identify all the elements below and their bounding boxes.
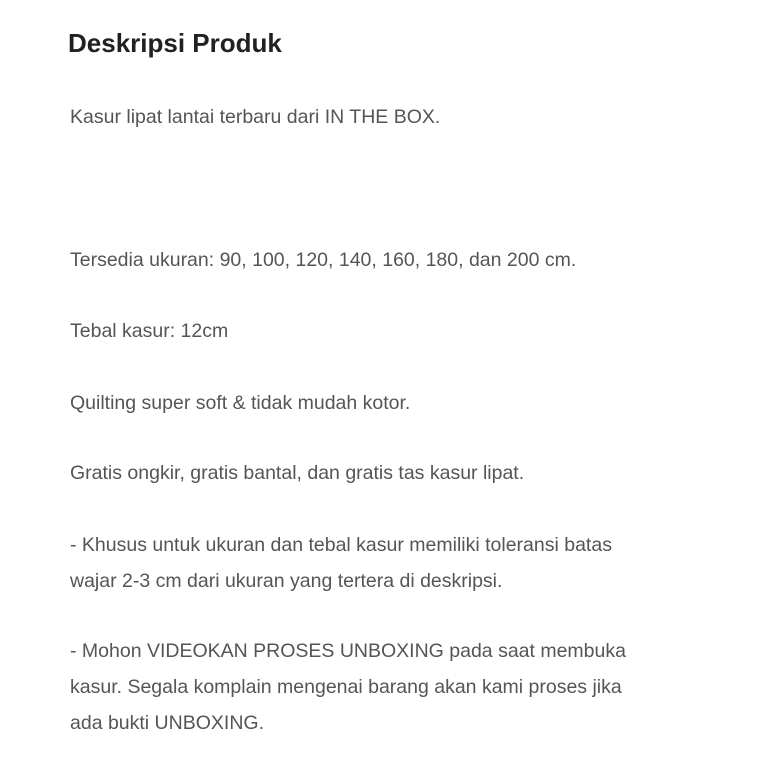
unboxing-line: ada bukti UNBOXING.: [70, 712, 264, 734]
tolerance-line: wajar 2-3 cm dari ukuran yang tertera di deskripsi.: [70, 570, 503, 592]
tolerance-line: - Khusus untuk ukuran dan tebal kasur memiliki toleransi batas: [70, 534, 612, 556]
section-title: Deskripsi Produk: [68, 28, 282, 58]
thickness-text: Tebal kasur: 12cm: [70, 320, 229, 342]
unboxing-note: [70, 633, 626, 741]
quilting-text: Quilting super soft & tidak mudah kotor.: [70, 392, 411, 414]
sizes-text: Tersedia ukuran: 90, 100, 120, 140, 160, 180, dan 200 cm.: [70, 249, 577, 271]
tolerance-note: [70, 527, 612, 599]
intro-text: Kasur lipat lantai terbaru dari IN THE BOX.: [70, 106, 441, 128]
unboxing-line: - Mohon VIDEOKAN PROSES UNBOXING pada saat membuka: [70, 640, 626, 662]
freebies-text: Gratis ongkir, gratis bantal, dan gratis tas kasur lipat.: [70, 462, 525, 484]
unboxing-line: kasur. Segala komplain mengenai barang akan kami proses jika: [70, 676, 622, 698]
